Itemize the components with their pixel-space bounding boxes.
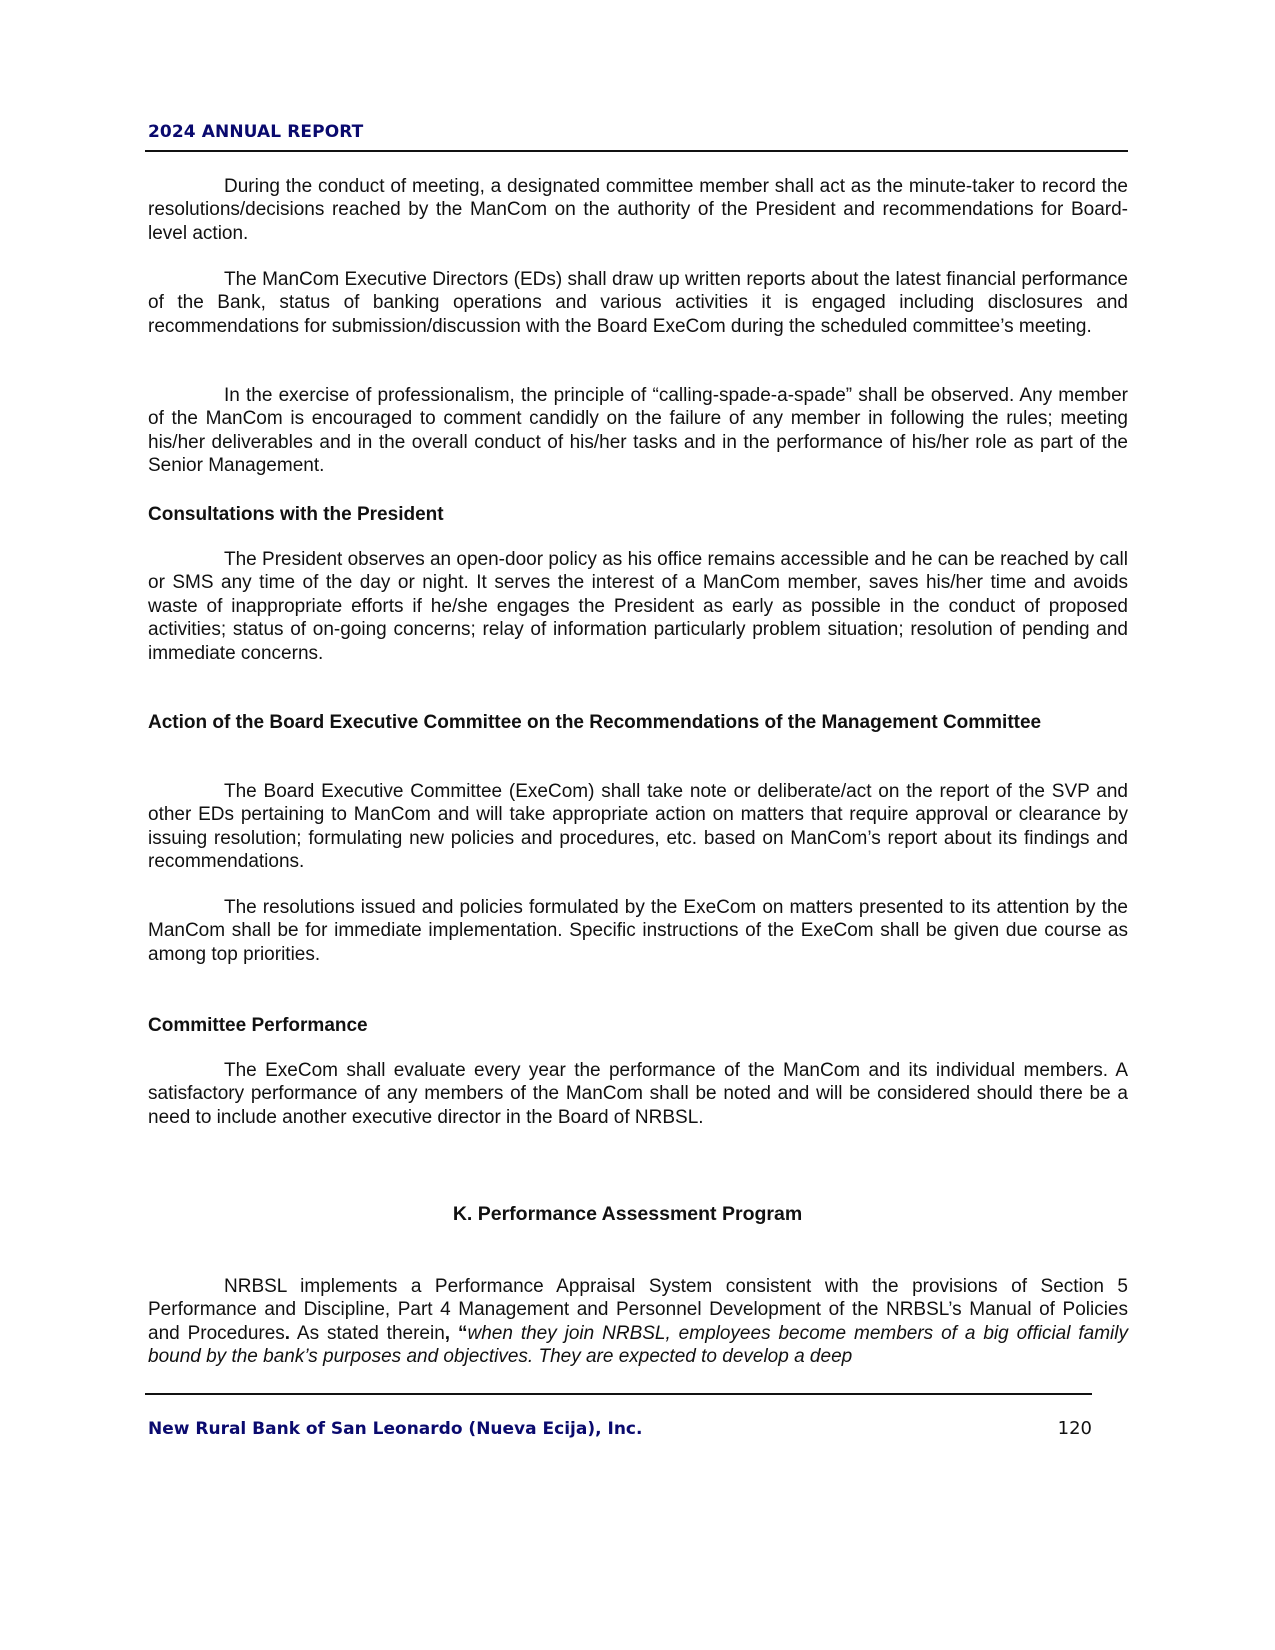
- paragraph-professionalism: [148, 384, 1128, 478]
- paragraph-text: In the exercise of professionalism, the principle of “calling-spade-a-spade” shall be observed. Any member of the ManCom is encouraged to comment candidly on the failure of any member in following the rules; meeting his/her deliverables and in the overall conduct of his/her tasks and in the performance of his/her role as part of the Senior Management.: [148, 385, 1128, 477]
- paragraph-open-door-policy: [148, 548, 1128, 665]
- paragraph-execom-evaluation: [148, 1059, 1128, 1129]
- paragraph-mid-text: As stated therein: [290, 1322, 445, 1344]
- paragraph-minute-taker: [148, 175, 1128, 245]
- italic-quote-text: when they join NRBSL, employees become members of a big official family bound by the bank’s purposes and objectives. They are expected to develop a deep: [148, 1322, 1128, 1368]
- bold-period: .: [284, 1322, 291, 1344]
- bold-quote: , “: [444, 1322, 468, 1344]
- paragraph-text: The Board Executive Committee (ExeCom) shall take note or deliberate/act on the report of the SVP and other EDs pertaining to ManCom and will take appropriate action on matters that require approval or clearance by issuing resolution; formulating new policies and procedures, etc. based on ManCom’s report about its findings and recommendations.: [148, 781, 1128, 873]
- paragraph-execom-action: [148, 780, 1128, 874]
- paragraph-text: The President observes an open-door policy as his office remains accessible and he can be reached by call or SMS any time of the day or night. It serves the interest of a ManCom member, saves his/her time and avoids waste of inappropriate efforts if he/she engages the President as early as possible in the conduct of proposed activities; status of on-going concerns; relay of information particularly problem situation; resolution of pending and immediate concerns.: [148, 549, 1128, 664]
- paragraph-text: [148, 1275, 1128, 1369]
- page-number: 120: [1057, 1418, 1092, 1439]
- paragraph-text: During the conduct of meeting, a designated committee member shall act as the minute-taker to record the resolutions/decisions reached by the ManCom on the authority of the President and recommendations for Board-level action.: [148, 176, 1128, 244]
- heading-board-action: Action of the Board Executive Committee on the Recommendations of the Management Committee: [148, 712, 1042, 733]
- paragraph-text: The ExeCom shall evaluate every year the performance of the ManCom and its individual members. A satisfactory performance of any members of the ManCom shall be noted and will be considered should there be a need to include another executive director in the Board of NRBSL.: [148, 1060, 1128, 1128]
- footer-divider: [145, 1393, 1092, 1395]
- header-divider: [145, 150, 1128, 152]
- footer-org-name: New Rural Bank of San Leonardo (Nueva Ecija), Inc.: [148, 1419, 643, 1439]
- paragraph-resolutions: [148, 896, 1128, 966]
- paragraph-text: The resolutions issued and policies formulated by the ExeCom on matters presented to its attention by the ManCom shall be for immediate implementation. Specific instructions of the ExeCom shall be given due course as among top priorities.: [148, 897, 1128, 965]
- report-header-title: 2024 ANNUAL REPORT: [148, 122, 364, 142]
- section-k-heading: [0, 1202, 1275, 1226]
- heading-consultations: Consultations with the President: [148, 504, 444, 525]
- paragraph-text: The ManCom Executive Directors (EDs) shall draw up written reports about the latest financial performance of the Bank, status of banking operations and various activities it is engaged including disclosures and recommendations for submission/discussion with the Board ExeCom during the scheduled committee’s meeting.: [148, 269, 1128, 337]
- paragraph-eds-reports: [148, 268, 1128, 338]
- paragraph-performance-appraisal: [148, 1275, 1128, 1369]
- section-k-title: K. Performance Assessment Program: [452, 1203, 803, 1225]
- paragraph-regular-text: NRBSL implements a Performance Appraisal System consistent with the provisions of Section 5 Performance and Discipline, Part 4 Management and Personnel Development of the NRBSL’s Manual of Policies and Procedures: [148, 1276, 1128, 1344]
- heading-committee-performance: Committee Performance: [148, 1015, 368, 1036]
